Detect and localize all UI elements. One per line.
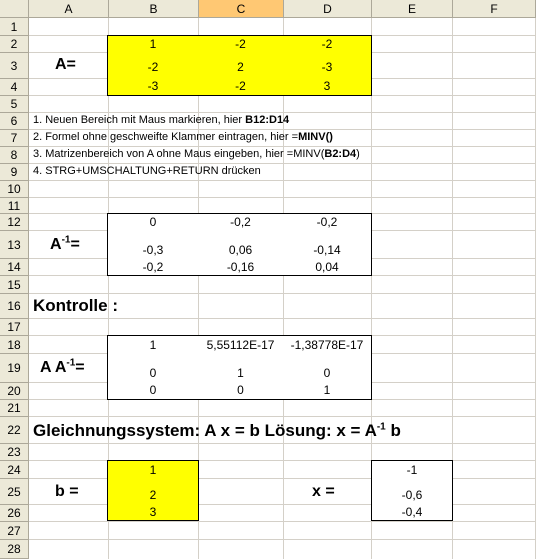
matrix-a-cell[interactable]: -2 xyxy=(235,79,246,93)
kontrolle-cell[interactable]: -1,38778E-17 xyxy=(290,338,364,352)
kontrolle-matrix-range[interactable] xyxy=(107,335,372,400)
kontrolle-title: Kontrolle : xyxy=(33,296,118,315)
x-vector-range[interactable] xyxy=(371,460,453,521)
row-header-25[interactable]: 25 xyxy=(0,479,29,505)
gridline-horizontal xyxy=(29,504,536,505)
row-header-19[interactable]: 19 xyxy=(0,354,29,383)
b-cell[interactable]: 1 xyxy=(149,463,157,477)
gridline-horizontal xyxy=(29,443,536,444)
gridline-horizontal xyxy=(29,180,536,181)
column-header-c[interactable]: C xyxy=(199,0,284,18)
kontrolle-cell[interactable]: 0 xyxy=(237,383,244,397)
matrix-a-cell[interactable]: -2 xyxy=(235,37,246,51)
kontrolle-cell[interactable]: 0 xyxy=(149,366,157,380)
gridline-horizontal xyxy=(29,460,536,461)
inverse-cell[interactable]: -0,3 xyxy=(142,243,164,257)
instruction-1: 1. Neuen Bereich mit Maus markieren, hier B12:D14 xyxy=(33,114,290,126)
instruction-3: 3. Matrizenbereich von A ohne Maus eingeben, hier =MINV(B2:D4) xyxy=(33,148,360,160)
x-cell[interactable]: -0,6 xyxy=(401,488,423,502)
gridline-horizontal xyxy=(29,539,536,540)
instruction-4: 4. STRG+UMSCHALTUNG+RETURN drücken xyxy=(33,165,261,177)
column-header-e[interactable]: E xyxy=(372,0,453,18)
row-header-6[interactable]: 6 xyxy=(0,113,29,130)
kontrolle-label: A $A^{-1}=$ xyxy=(40,357,85,376)
row-header-8[interactable]: 8 xyxy=(0,147,29,164)
x-cell[interactable]: -0,4 xyxy=(401,505,423,519)
b-cell[interactable]: 3 xyxy=(149,505,157,519)
row-header-16[interactable]: 16 xyxy=(0,294,29,319)
b-vector-range[interactable] xyxy=(107,460,199,521)
column-header-a[interactable]: A xyxy=(29,0,109,18)
matrix-a-cell[interactable]: 1 xyxy=(149,37,157,51)
row-header-4[interactable]: 4 xyxy=(0,79,29,96)
row-header-10[interactable]: 10 xyxy=(0,181,29,198)
row-header-9[interactable]: 9 xyxy=(0,164,29,181)
row-header-15[interactable]: 15 xyxy=(0,276,29,294)
kontrolle-cell[interactable]: 0 xyxy=(149,383,157,397)
row-header-18[interactable]: 18 xyxy=(0,336,29,354)
inverse-cell[interactable]: -0,2 xyxy=(230,215,251,229)
b-label: b = xyxy=(55,483,79,500)
row-header-5[interactable]: 5 xyxy=(0,96,29,113)
row-header-24[interactable]: 24 xyxy=(0,461,29,479)
row-header-28[interactable]: 28 xyxy=(0,540,29,559)
row-header-13[interactable]: 13 xyxy=(0,231,29,259)
gridline-horizontal xyxy=(29,318,536,319)
row-header-17[interactable]: 17 xyxy=(0,319,29,336)
kontrolle-cell[interactable]: 5,55112E-17 xyxy=(206,338,275,352)
row-header-11[interactable]: 11 xyxy=(0,198,29,214)
matrix-a-range[interactable] xyxy=(107,35,372,96)
gridline-horizontal xyxy=(29,293,536,294)
row-header-22[interactable]: 22 xyxy=(0,417,29,444)
row-header-14[interactable]: 14 xyxy=(0,259,29,276)
inverse-cell[interactable]: -0,16 xyxy=(226,260,255,274)
row-header-12[interactable]: 12 xyxy=(0,214,29,231)
row-header-20[interactable]: 20 xyxy=(0,383,29,400)
gridline-horizontal xyxy=(29,416,536,417)
inverse-cell[interactable]: -0,2 xyxy=(142,260,164,274)
inverse-matrix-range[interactable] xyxy=(107,213,372,276)
matrix-a-cell[interactable]: -2 xyxy=(321,37,333,51)
row-header-7[interactable]: 7 xyxy=(0,130,29,147)
matrix-a-cell[interactable]: -2 xyxy=(147,60,159,74)
row-header-21[interactable]: 21 xyxy=(0,400,29,417)
inverse-cell[interactable]: -0,14 xyxy=(313,243,341,257)
kontrolle-cell[interactable]: 0 xyxy=(323,366,331,380)
matrix-a-cell[interactable]: -3 xyxy=(147,79,159,93)
row-header-26[interactable]: 26 xyxy=(0,505,29,522)
row-header-23[interactable]: 23 xyxy=(0,444,29,461)
matrix-a-cell[interactable]: -3 xyxy=(321,60,333,74)
matrix-a-label: A= xyxy=(55,56,76,73)
inverse-cell[interactable]: 0 xyxy=(149,215,157,229)
matrix-a-cell[interactable]: 2 xyxy=(237,60,244,74)
kontrolle-cell[interactable]: 1 xyxy=(237,366,244,380)
inverse-cell[interactable]: 0,06 xyxy=(228,243,253,257)
gridline-horizontal xyxy=(29,197,536,198)
kontrolle-cell[interactable]: 1 xyxy=(149,338,157,352)
system-title: Gleichnungssystem: A x = b Lösung: $x = A^{-1}$ b xyxy=(33,421,401,440)
inverse-cell[interactable]: 0,04 xyxy=(315,260,339,274)
column-header-f[interactable]: F xyxy=(453,0,536,18)
matrix-a-cell[interactable]: 3 xyxy=(323,79,331,93)
row-header-1[interactable]: 1 xyxy=(0,18,29,36)
gridline-horizontal xyxy=(29,521,536,522)
inverse-cell[interactable]: -0,2 xyxy=(316,215,338,229)
kontrolle-cell[interactable]: 1 xyxy=(323,383,331,397)
row-header-2[interactable]: 2 xyxy=(0,36,29,53)
column-header-b[interactable]: B xyxy=(109,0,199,18)
column-header-d[interactable]: D xyxy=(284,0,372,18)
b-cell[interactable]: 2 xyxy=(149,488,157,502)
inverse-label: $A^{-1}=$ xyxy=(50,234,80,253)
x-cell[interactable]: -1 xyxy=(406,463,418,477)
row-header-3[interactable]: 3 xyxy=(0,53,29,79)
instruction-2: 2. Formel ohne geschweifte Klammer eintragen, hier =MINV() xyxy=(33,131,333,143)
row-header-27[interactable]: 27 xyxy=(0,522,29,540)
gridline-horizontal xyxy=(29,478,536,479)
x-label: x = xyxy=(312,483,335,500)
select-all-corner[interactable] xyxy=(0,0,29,18)
